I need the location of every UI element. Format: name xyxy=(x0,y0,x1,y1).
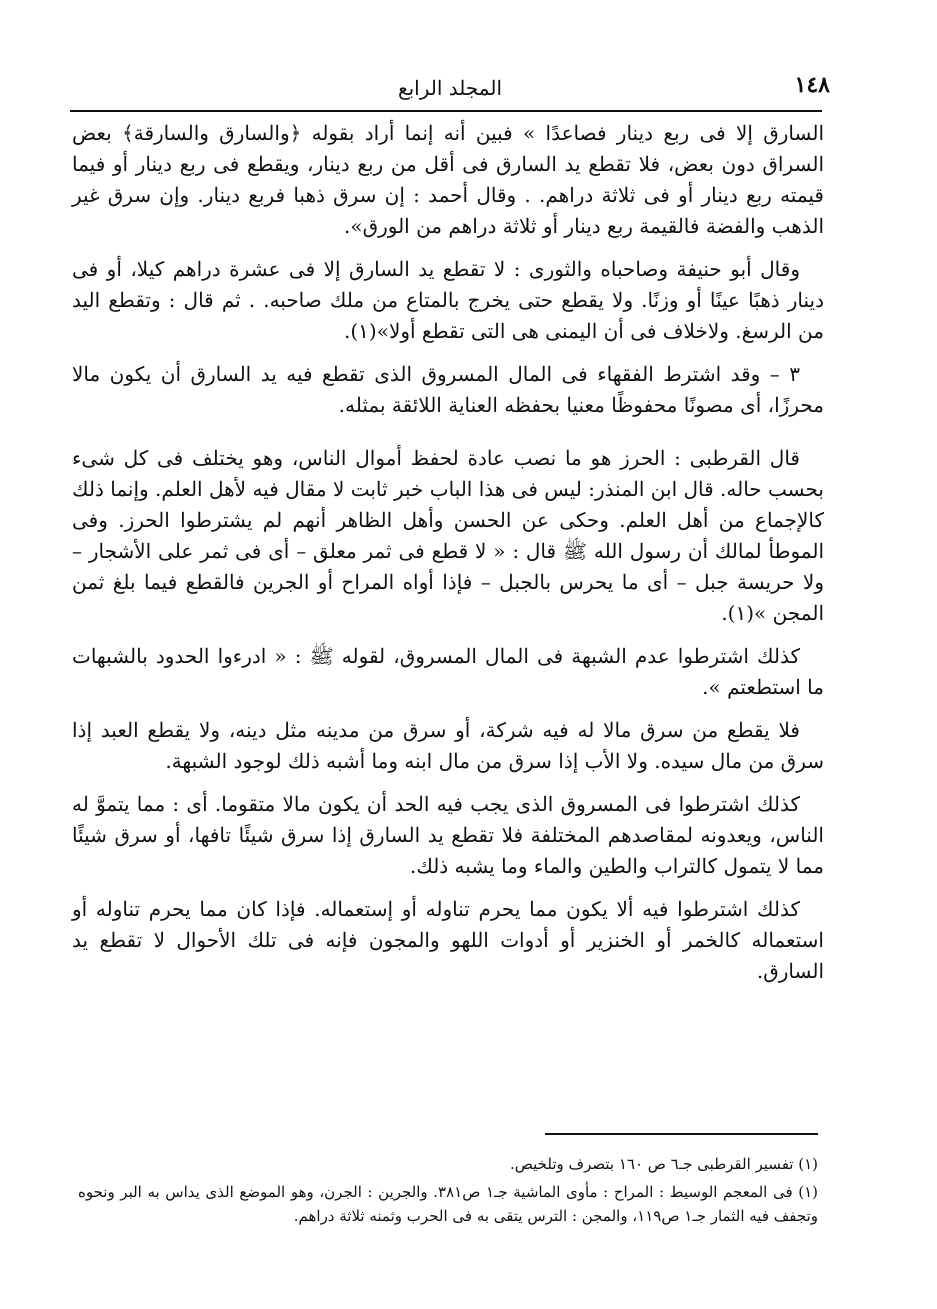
paragraph-6: فلا يقطع من سرق مالا له فيه شركة، أو سرق من مدينه مثل دينه، ولا يقطع العبد إذا سرق من مال سيده. ولا الأب إذا سرق من مال ابنه وما أشبه ذلك لوجود الشبهة. xyxy=(72,718,824,773)
paragraph-3: ٣ – وقد اشترط الفقهاء فى المال المسروق الذى تقطع فيه يد السارق أن يكون مالا محرزًا، أى مصونًا محفوظًا معنيا بحفظه العناية اللائقة بمثله. xyxy=(72,362,824,417)
footnote-rule xyxy=(545,1133,818,1135)
page-header xyxy=(70,66,830,106)
paragraph-5: كذلك اشترطوا عدم الشبهة فى المال المسروق، لقوله ﷺ : « ادرءوا الحدود بالشبهات ما استطعتم ». xyxy=(72,644,824,699)
footnote-1: (١) تفسير القرطبى جـ٦ ص ١٦٠ بتصرف وتلخيص. xyxy=(510,1155,818,1173)
body-text xyxy=(72,118,824,999)
paragraph-1: السارق إلا فى ربع دينار فصاعدًا » فبين أنه إنما أراد بقوله ﴿والسارق والسارقة﴾ بعض السراق دون بعض، فلا تقطع يد السارق فى أقل من ربع دينار، ويقطع فى ربع دينار أو فيما قيمته ربع دينار أو فى ثلاثة دراهم. . وقال أحمد : إن سرق ذهبا فربع دينار. وإن سرق غير الذهب والفضة فالقيمة ربع دينار أو ثلاثة دراهم من الورق». xyxy=(72,121,824,238)
footnotes xyxy=(78,1152,818,1232)
paragraph-7: كذلك اشترطوا فى المسروق الذى يجب فيه الحد أن يكون مالا متقوما. أى : مما يتموَّ له الناس، ويعدونه لمقاصدهم المختلفة فلا تقطع يد السارق إذا سرق شيئًا تافها، أو سرق شيئًا مما لا يتمول كالتراب والطين والماء وما يشبه ذلك. xyxy=(72,792,824,878)
paragraph-4: قال القرطبى : الحرز هو ما نصب عادة لحفظ أموال الناس، وهو يختلف فى كل شىء بحسب حاله. قال ابن المنذر: ليس فى هذا الباب خبر ثابت لا مقال فيه لأهل العلم. وإنما ذلك كالإجماع من أهل العلم. وحكى عن الحسن وأهل الظاهر أنهم لم يشترطوا الحرز. وفى الموطأ لمالك أن رسول الله ﷺ قال : « لا قطع فى ثمر معلق – أى فى ثمر على الأشجار – ولا حريسة جبل – أى ما يحرس بالجبل – فإذا أواه المراح أو الجرين فالقطع فيما بلغ ثمن المجن »(١). xyxy=(72,446,824,625)
paragraph-2: وقال أبو حنيفة وصاحباه والثورى : لا تقطع يد السارق إلا فى عشرة دراهم كيلا، أو فى دينار ذهبًا عينًا أو وزنًا. ولا يقطع حتى يخرج بالمتاع من ملك صاحبه. . ثم قال : وتقطع اليد من الرسغ. ولاخلاف فى أن اليمنى هى التى تقطع أولا»(١). xyxy=(72,257,824,343)
footnote-2: (١) فى المعجم الوسيط : المراح : مأوى الماشية جـ١ ص٣٨١. والجرين : الجرن، وهو الموضع الذى يداس به البر ونحوه وتجفف فيه الثمار جـ١ ص١١٩، والمجن : الترس يتقى به فى الحرب وثمنه ثلاثة دراهم. xyxy=(78,1183,818,1225)
running-title: المجلد الرابع xyxy=(397,76,503,100)
page-number: ١٤٨ xyxy=(794,72,830,98)
header-rule xyxy=(70,110,822,112)
paragraph-8: كذلك اشترطوا فيه ألا يكون مما يحرم تناوله أو إستعماله. فإذا كان مما يحرم تناوله أو استعماله كالخمر أو الخنزير أو أدوات اللهو والمجون فإنه فى تلك الأحوال لا تقطع يد السارق. xyxy=(72,897,824,983)
